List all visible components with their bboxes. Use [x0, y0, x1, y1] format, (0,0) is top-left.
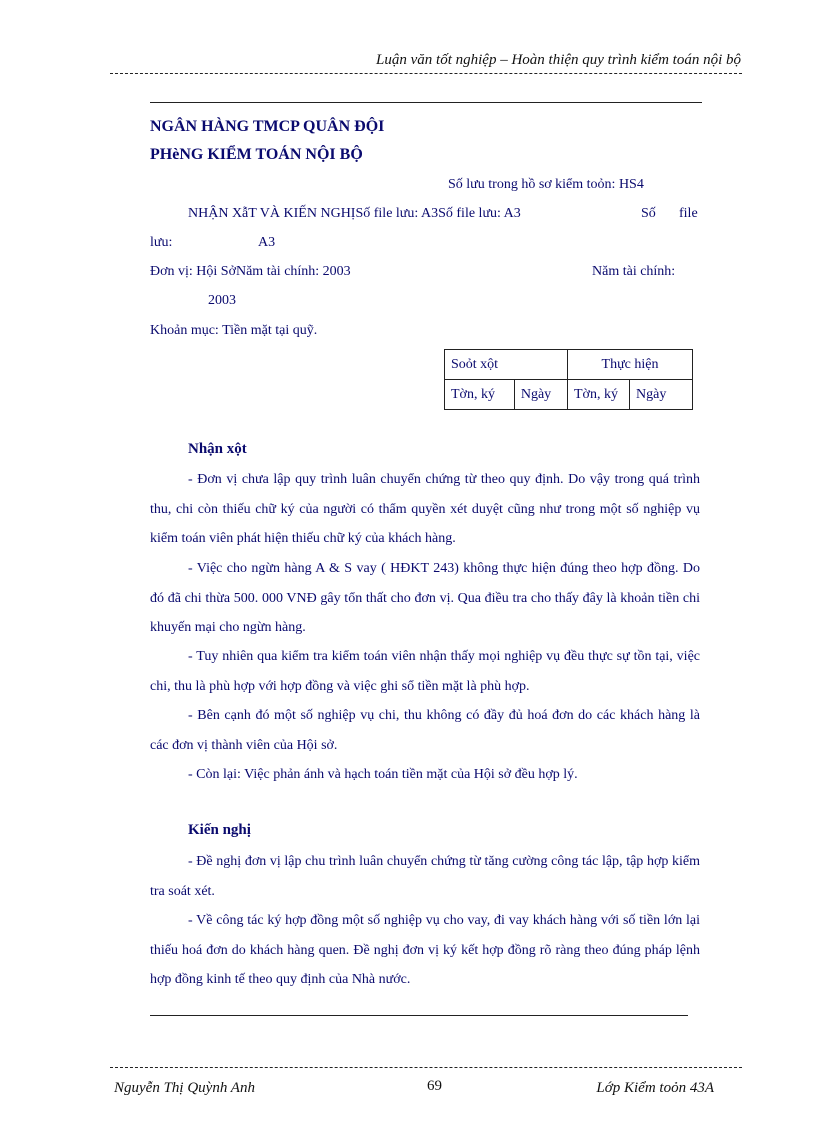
account-line: Khoản mục: Tiền mặt tại quỹ.: [150, 323, 318, 338]
recommendation-paragraph: - Đề nghị đơn vị lập chu trình luân chuyển chứng từ tăng cường công tác lập, tập hợp kiểm tra soát xét.: [150, 854, 700, 899]
luu-word: lưu:: [150, 235, 173, 250]
remark-paragraph: - Việc cho ngừn hàng A & S vay ( HĐKT 243) không thực hiện đúng theo hợp đồng. Do đó đã chi thừa 500. 000 VNĐ gây tổn thất cho đơn vị. Qua điều tra cho thấy đây là khoản tiền chi khuyến mại cho ngừn hàng.: [150, 561, 700, 635]
remark-paragraph: - Đơn vị chưa lập quy trình luân chuyển chứng từ theo quy định. Do vậy trong quá trình thu, chi còn thiếu chữ ký của người có thẩm quyền xét duyệt cũng như trong một số nghiệp vụ kiểm toán viên phát hiện thiếu chữ ký của khách hàng.: [150, 472, 700, 546]
fiscal-year-value: 2003: [208, 293, 236, 308]
footer-author: Nguyễn Thị Quỳnh Anh: [114, 1080, 255, 1096]
page-number: 69: [427, 1078, 442, 1094]
fiscal-year-label: Năm tài chính:: [592, 264, 676, 279]
department-name: PHèNG KIỂM TOÁN NỘI BỘ: [150, 146, 363, 163]
unit-line: Đơn vị: Hội SởNăm tài chính: 2003: [150, 264, 351, 279]
performer-name-cell: Tờn, ký: [568, 380, 630, 410]
remarks-heading: Nhận xột: [188, 441, 247, 457]
header-dashed-rule: [110, 73, 742, 74]
remark-paragraph: - Bên cạnh đó một số nghiệp vụ chi, thu không có đầy đủ hoá đơn do các khách hàng là các đơn vị thành viên của Hội sở.: [150, 708, 700, 753]
remark-paragraph: - Tuy nhiên qua kiểm tra kiểm toán viên nhận thấy mọi nghiệp vụ đều thực sự tồn tại, việc chi, thu là phù hợp với hợp đồng và việc ghi sổ tiền mặt là phù hợp.: [150, 649, 700, 694]
remark-paragraph: - Còn lại: Việc phản ánh và hạch toán tiền mặt của Hội sở đều hợp lý.: [188, 767, 578, 782]
reviewed-header: Soỏt xột: [445, 350, 568, 380]
a3-value: A3: [258, 235, 276, 250]
content-end-rule: [150, 1015, 688, 1016]
running-header-title: Luận văn tốt nghiệp – Hoàn thiện quy trình kiểm toán nội bộ: [376, 52, 741, 68]
reviewer-date-cell: Ngày: [514, 380, 567, 410]
footer-class: Lớp Kiểm toỏn 43A: [596, 1080, 714, 1096]
file-reference: Số lưu trong hồ sơ kiểm toỏn: HS4: [448, 177, 644, 192]
so-word: Số: [641, 206, 656, 221]
performer-date-cell: Ngày: [630, 380, 693, 410]
review-signature-table: [444, 349, 693, 410]
recommendations-heading: Kiến nghị: [188, 822, 251, 838]
performed-header: Thực hiện: [568, 350, 693, 380]
bank-name: NGÂN HÀNG TMCP QUÂN ĐỘI: [150, 118, 385, 135]
reviewer-name-cell: Tờn, ký: [445, 380, 515, 410]
file-word: file: [679, 206, 698, 221]
report-title-line: NHẬN XẫT VÀ KIẾN NGHỊSố file lưu: A3Số file lưu: A3: [188, 206, 521, 221]
recommendation-paragraph: - Về công tác ký hợp đồng một số nghiệp vụ cho vay, đi vay khách hàng với số tiền lớn lại thiếu hoá đơn do khách hàng quen. Đề nghị đơn vị ký kết hợp đồng rõ ràng theo đúng pháp lệnh hợp đồng kinh tế theo quy định của Nhà nước.: [150, 913, 700, 987]
header-solid-rule: [150, 102, 702, 103]
footer-dashed-rule: [110, 1067, 742, 1068]
